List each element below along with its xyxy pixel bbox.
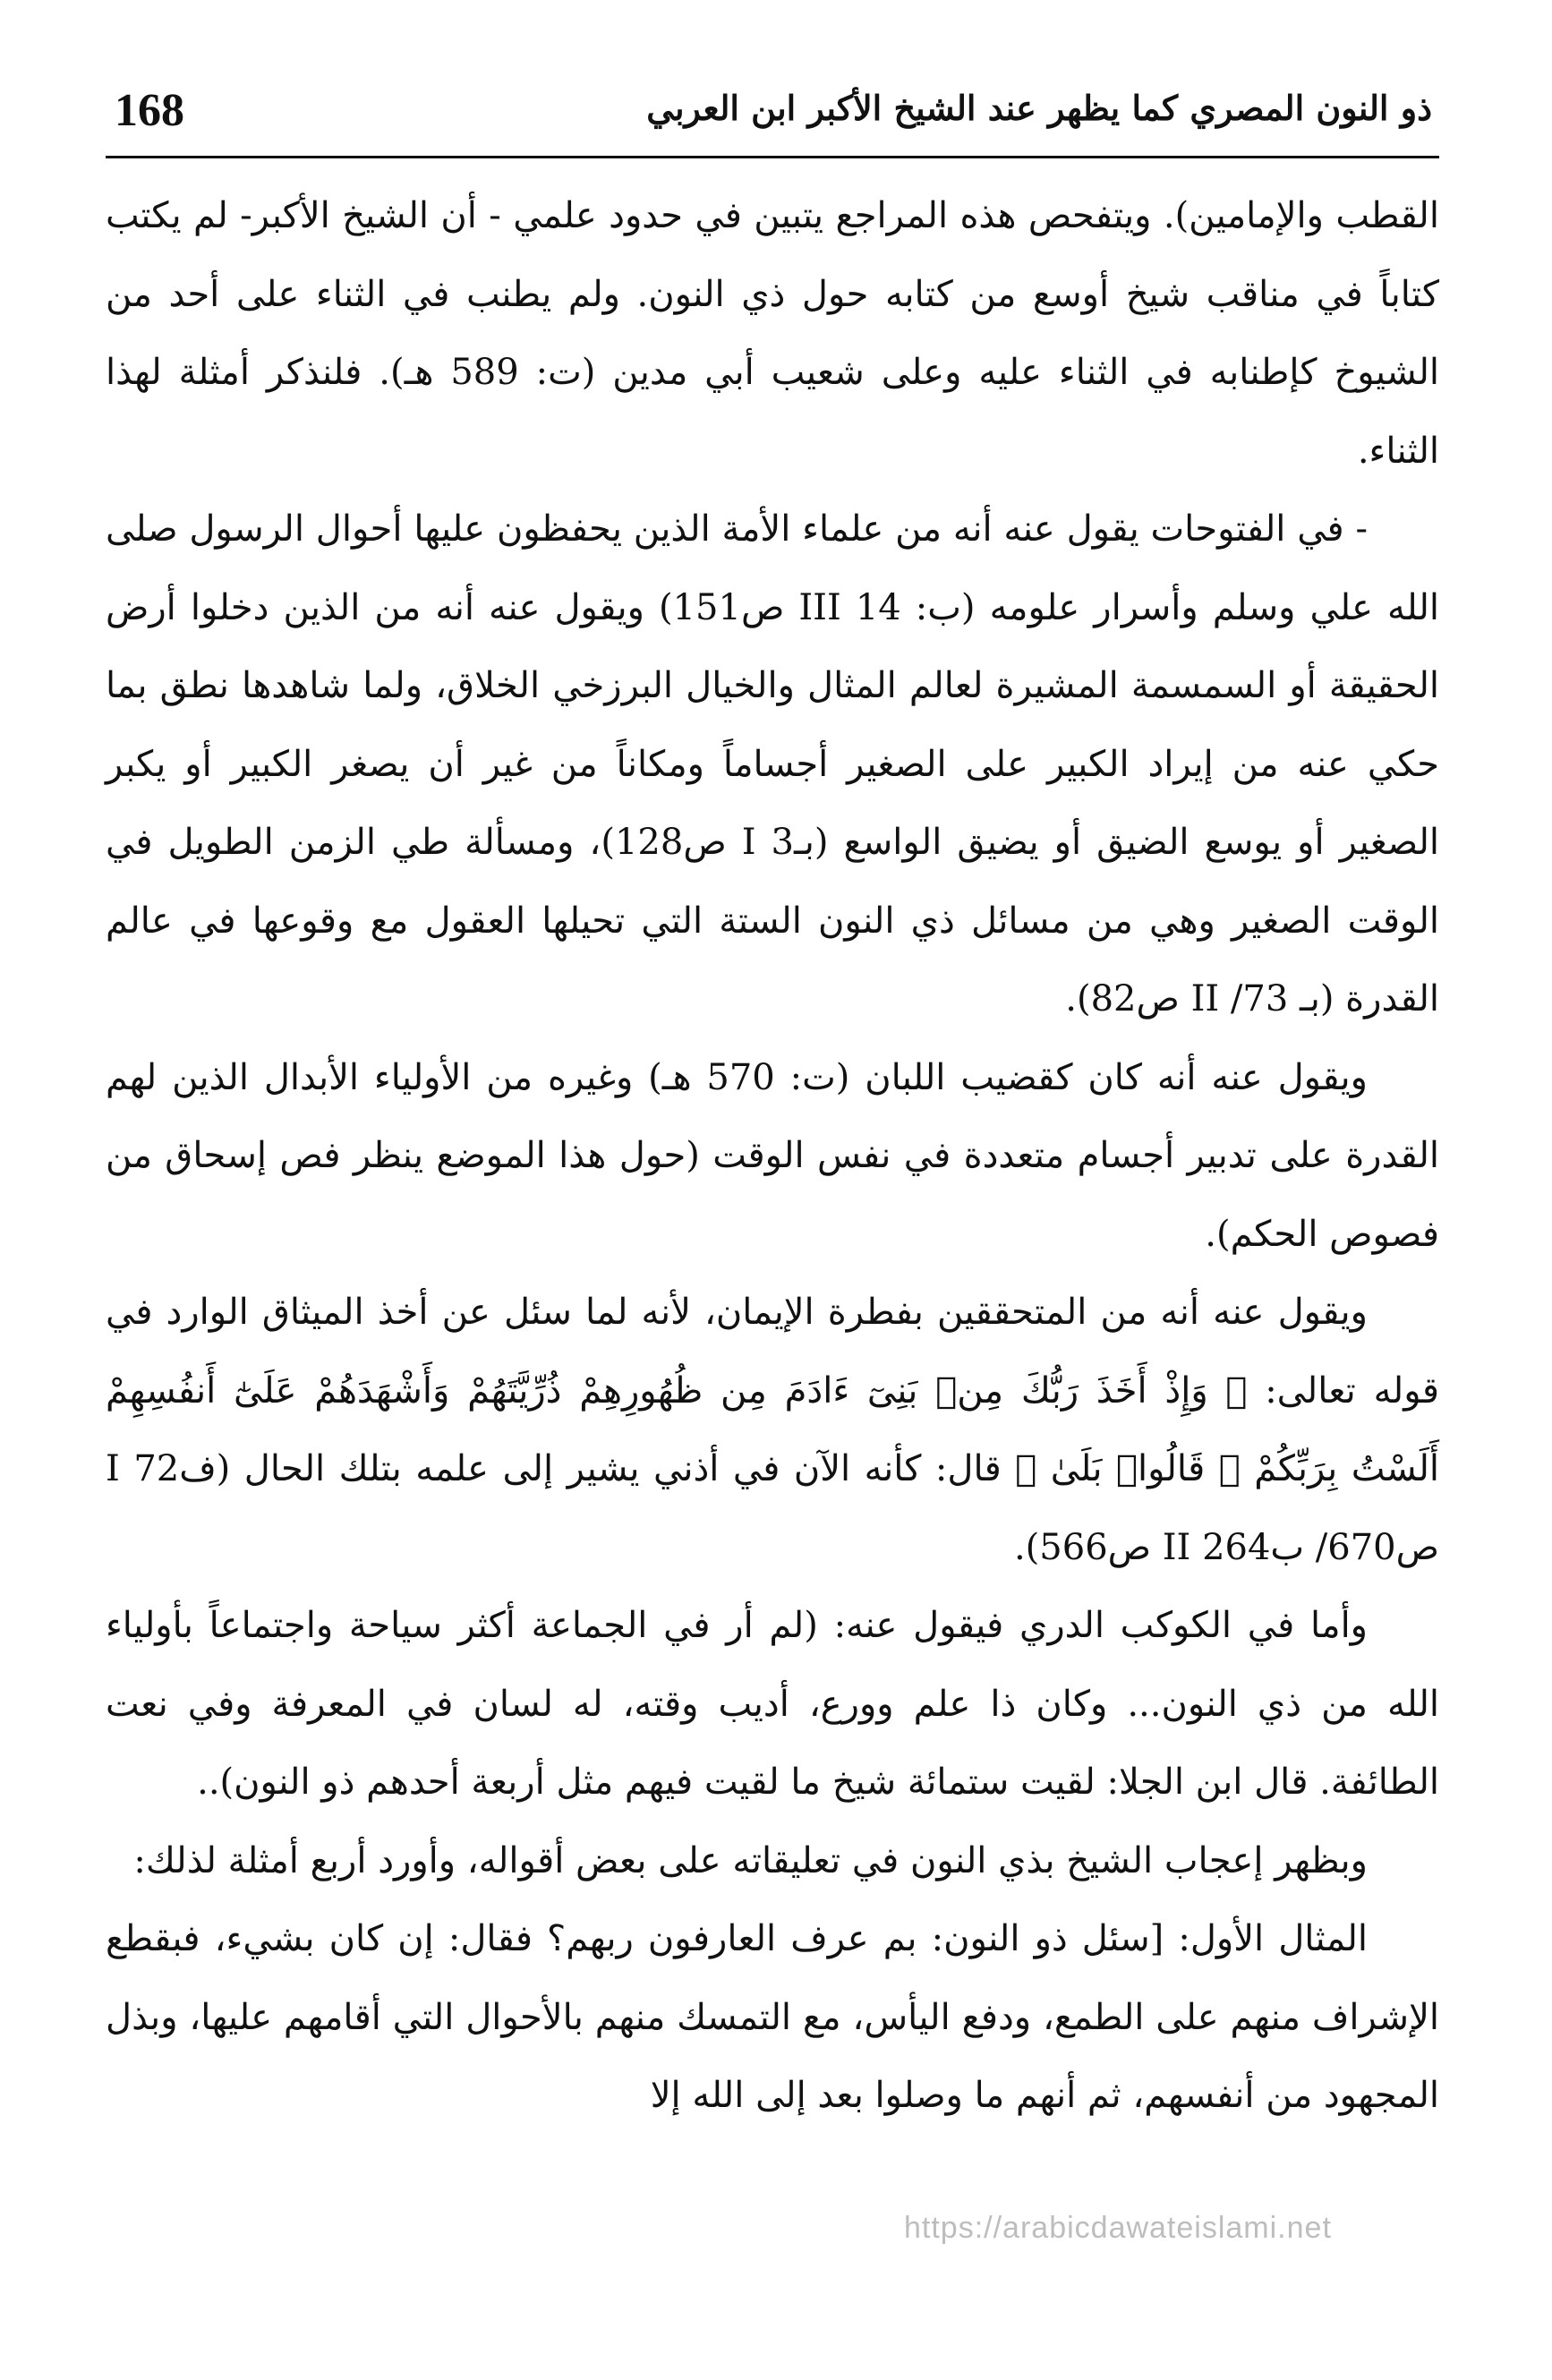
page-header [106, 73, 1439, 158]
paragraph-text: ويقول عنه أنه من المتحققين بفطرة الإيمان، لأنه لما سئل عن أخذ الميثاق الوارد في قوله تعالى: [106, 1292, 1440, 1412]
quran-verse: ﴿ وَإِذْ أَخَذَ رَبُّكَ مِنۢ بَنِىٓ ءَادَمَ مِن ظُهُورِهِمْ ذُرِّيَّتَهُمْ وَأَشْهَدَهُمْ عَلَىٰٓ أَنفُسِهِمْ أَلَسْتُ بِرَبِّكُمْ ۖ قَالُوا۟ بَلَىٰ ﴾ [106, 1369, 1440, 1489]
paragraph: - في الفتوحات يقول عنه أنه من علماء الأمة الذين يحفظون عليها أحوال الرسول صلى الله علي وسلم وأسرار علومه (ب: 14 III ص151) ويقول عنه أنه من الذين دخلوا أرض الحقيقة أو السمسمة المشيرة لعالم المثال والخيال البرزخي الخلاق، ولما شاهدها نطق بما حكي عنه من إيراد الكبير على الصغير أجساماً ومكاناً من غير أن يصغر الكبير أو يكبر الصغير أو يوسع الضيق أو يضيق الواسع (بـ3 I ص128)، ومسألة طي الزمن الطويل في الوقت الصغير وهي من مسائل ذي النون الستة التي تحيلها العقول مع وقوعها في عالم القدرة (بـ 73/ II ص82). [106, 508, 1440, 1019]
paragraph: القطب والإمامين). ويتفحص هذه المراجع يتبين في حدود علمي - أن الشيخ الأكبر- لم يكتب كتاباً في مناقب شيخ أوسع من كتابه حول ذي النون. ولم يطنب في الثناء على أحد من الشيوخ كإطنابه في الثناء عليه وعلى شعيب أبي مدين (ت: 589 هـ). فلنذكر أمثلة لهذا الثناء. [106, 195, 1439, 472]
paragraph: وأما في الكوكب الدري فيقول عنه: (لم أر في الجماعة أكثر سياحة واجتماعاً بأولياء الله من ذي النون... وكان ذا علم وورع، أديب وقته، له لسان في المعرفة وفي نعت الطائفة. قال ابن الجلا: لقيت ستمائة شيخ ما لقيت فيهم مثل أربعة أحدهم ذو النون).. [106, 1605, 1439, 1803]
paragraph: ويقول عنه أنه كان كقضيب اللبان (ت: 570 هـ) وغيره من الأولياء الأبدال الذين لهم القدرة على تدبير أجسام متعددة في نفس الوقت (حول هذا الموضع ينظر فص إسحاق من فصوص الحكم). [106, 1056, 1439, 1255]
page-number: 168 [115, 85, 184, 136]
running-title: ذو النون المصري كما يظهر عند الشيخ الأكبر ابن العربي [646, 88, 1432, 128]
paragraph: المثال الأول: [سئل ذو النون: بم عرف العارفون ربهم؟ فقال: إن كان بشيء، فبقطع الإشراف منهم على الطمع، ودفع اليأس، مع التمسك منهم بالأحوال التي أقامهم عليها، وبذل المجهود من أنفسهم، ثم أنهم ما وصلوا بعد إلى الله إلا [106, 1918, 1440, 2116]
watermark-url: https://arabicdawateislami.net [904, 2211, 1332, 2245]
paragraph-with-verse [106, 1274, 1439, 1587]
page-body [106, 177, 1439, 2136]
paragraph: وبظهر إعجاب الشيخ بذي النون في تعليقاته على بعض أقواله، وأورد أربع أمثلة لذلك: [133, 1839, 1368, 1881]
paragraph-text: قال: كأنه الآن في أذني يشير إلى علمه بتلك الحال (ف72 I ص670/ ب264 II ص566). [106, 1448, 1439, 1568]
